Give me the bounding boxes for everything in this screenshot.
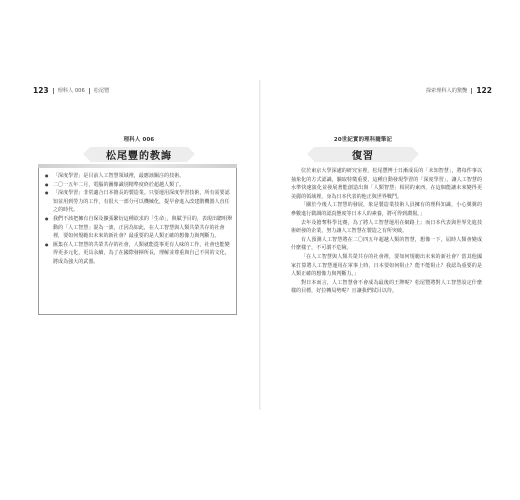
list-item: ● 「深度學習」非常適合日本擅長的製造業。只要運用深度學習技術，所有需要認知並用到勞力的工作，有很大一部分可以機械化，提早會進入改建階機器人直任之的時代。	[45, 189, 233, 215]
right-page-number: 122	[476, 86, 492, 95]
paragraph: 位於東京大學深處的研究室裡，松尾豐博士日漸成長的「未知智慧」，將每件事以抽象化的方式認識，驗取特徵重要，這種自動發現學習的「深度學習」，讓人工智慧的水準快速演化並發展著能創造出與「人類智慧」相同的東西，在這個能讓未來變得更美麗的領域裡，身為日本代表的他正與世界戰鬥。	[291, 168, 482, 200]
right-title-banner	[314, 147, 412, 162]
right-header-title: 探索理科人的驚艷	[425, 88, 468, 94]
review-body	[291, 167, 482, 296]
right-section-heading	[314, 135, 412, 162]
lessons-box-top-bar	[38, 164, 237, 168]
book-gutter	[259, 80, 261, 410]
lessons-list	[45, 172, 233, 267]
list-item: ● 我們不該把擁有自保及擴張繁衍這種欲求的「生命」，與賦予目的，表現出聰明舉動的「人工智慧」混為一談，正因為如此，在人工智慧與人類共榮共存的社會裡，要如何規範出未來的新社會？最重要的是人類正確的想像力與判斷力。	[45, 215, 233, 241]
right-page-title: 復習	[352, 151, 374, 162]
list-item: ● 「深度學習」是目前人工智慧領域裡，最應該關注的技術。	[45, 172, 233, 181]
left-kicker: 理科人 006	[123, 137, 155, 143]
left-head-separator-2	[89, 88, 90, 94]
paragraph: 「在人工智慧與人類共榮共存的社會裡，要如何規範出未來的新社會？當其他國家打算將人工智慧運用在軍事上時，日本要如何阻止？能不能阻止？我認為重要的是人類正確的想像力與判斷力。」	[291, 253, 482, 278]
left-section-heading	[90, 135, 188, 162]
left-running-head	[33, 86, 109, 95]
left-title-banner	[90, 147, 188, 162]
right-head-separator	[471, 88, 472, 94]
left-head-separator	[53, 88, 54, 94]
list-item: ● 匯集在人工智慧的共榮共存的社會，人類就能從事更有人味的工作，社會也能變得更多元化，更具永續，為了在國際發揮所長，理解並尊重與自己不同的文化，將成為強大的武器。	[45, 241, 233, 267]
left-page-title: 松尾豐的教誨	[106, 151, 172, 162]
left-header-title: 理科人 006	[57, 88, 85, 94]
right-running-head	[426, 86, 492, 95]
right-kicker: 20世紀實的理科隨筆記	[333, 137, 393, 143]
left-page-number: 123	[33, 86, 49, 95]
paragraph: 去年及搶奪科學比賽，為了將人工智慧運用在網路上；而日本代表與世界先進技術研發的企業，努力讓人工智慧在製造之有所突破。	[291, 219, 482, 235]
list-item: ● 二〇一五年二月，電腦的圖像識別精準度終於超越人類了。	[45, 181, 233, 190]
paragraph: 「關於今後人工智慧的發展，象是製造業技術人員擁有的理科知識，小心翼翼的參數進行微調的認真態度等日本人的素養，將可得到讚揚。」	[291, 202, 482, 217]
left-header-subtitle: 松尾豐	[93, 88, 110, 94]
paragraph: 對日本而言，人工智慧會不會成為最後的王牌呢？松尾豐將對人工智慧設定什麼樣的目標，好拉轉局勢呢？且讓我們拭目以待。	[291, 279, 482, 295]
paragraph: 有人預測人工智慧將在二〇四五年超越人類的智慧，想像一下，屆時人類會變成什麼樣子，不可謂不危險。	[291, 236, 482, 252]
